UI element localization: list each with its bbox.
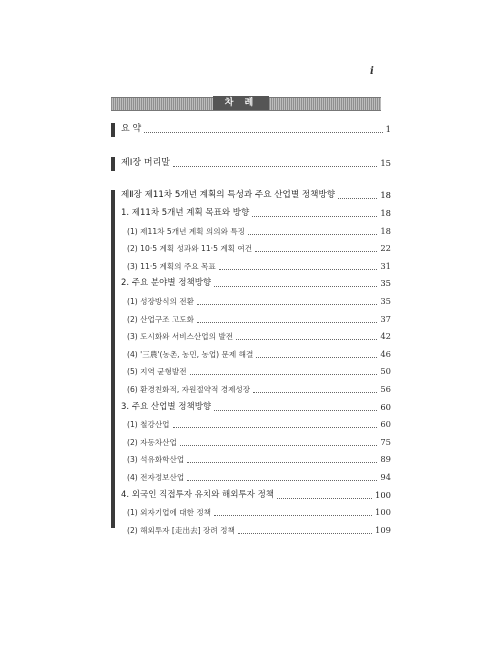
toc-entry-label: (2) 10·5 계획 성과와 11·5 계획 여건 [127, 244, 253, 254]
toc-entry-subsection[interactable] [127, 366, 391, 377]
toc-entry-label: (2) 해외투자 [走出去] 장려 정책 [127, 525, 235, 535]
toc-entry-label: (1) 제11차 5개년 계획 의의와 특징 [127, 226, 246, 236]
leader-dots [277, 490, 372, 499]
toc-entry-page: 42 [380, 331, 391, 342]
toc-entry-section[interactable] [121, 402, 391, 413]
toc-entry-chapter2[interactable] [121, 190, 391, 201]
toc-entry-subsection[interactable] [127, 454, 391, 465]
toc-entry-label: (5) 지역 균형발전 [127, 367, 187, 377]
toc-entry-label: 제Ⅰ장 머리말 [121, 158, 170, 168]
toc-entry-page: 75 [380, 436, 391, 447]
leader-dots [197, 314, 377, 323]
toc-entry-subsection[interactable] [127, 525, 391, 536]
leader-dots [338, 190, 377, 199]
toc-entry-label: 3. 주요 산업별 정책방향 [121, 401, 212, 412]
toc-entry-page: 109 [375, 524, 391, 535]
toc-entry-page: 18 [380, 225, 391, 236]
toc-entry-page: 22 [380, 243, 391, 254]
toc-entry-label: (2) 자동차산업 [127, 437, 177, 447]
leader-dots [252, 208, 377, 217]
toc-entry-page: 89 [380, 454, 391, 465]
toc-entry-subsection[interactable] [127, 296, 391, 307]
toc-entry-summary[interactable] [121, 124, 391, 135]
toc-entry-subsection[interactable] [127, 331, 391, 342]
toc-entry-page: 94 [380, 472, 391, 482]
leader-dots [238, 525, 372, 534]
toc-entry-label: 1. 제11차 5개년 계획 목표와 방향 [121, 208, 250, 218]
toc-entry-page: 1 [385, 124, 391, 134]
leader-dots [219, 261, 378, 270]
toc-entry-label: 2. 주요 분야별 정책방향 [121, 278, 212, 289]
toc-entry-page: 35 [380, 296, 391, 306]
leader-dots [144, 124, 382, 133]
toc-entry-subsection[interactable] [127, 226, 391, 237]
toc-section-chapter2 [111, 190, 391, 535]
toc-entry-section[interactable] [121, 490, 391, 501]
toc-entry-subsection[interactable] [127, 349, 391, 360]
toc-entry-page: 100 [375, 507, 391, 518]
toc-section-chapter1 [111, 157, 391, 171]
toc-entry-label: (3) 석유화학산업 [127, 455, 185, 465]
toc-entry-page: 100 [375, 489, 391, 500]
toc-entry-page: 46 [380, 348, 391, 359]
leader-dots [173, 158, 377, 167]
leader-dots [256, 349, 377, 358]
toc-entry-label: (1) 외자기업에 대한 정책 [127, 508, 212, 518]
leader-dots [236, 331, 377, 340]
toc-entry-label: (3) 도시화와 서비스산업의 발전 [127, 332, 234, 342]
toc-entry-page: 18 [380, 190, 391, 200]
toc-entry-page: 31 [380, 260, 391, 271]
leader-dots [248, 226, 377, 235]
toc-entry-page: 56 [380, 384, 391, 394]
leader-dots [190, 366, 378, 375]
toc-entry-page: 60 [380, 401, 391, 412]
leader-dots [187, 454, 377, 463]
leader-dots [187, 472, 377, 481]
toc-entry-label: (4) 전자정보산업 [127, 473, 185, 482]
toc-entry-label: (3) 11·5 계획의 주요 목표 [127, 261, 216, 271]
leader-dots [173, 419, 378, 428]
toc-entry-subsection[interactable] [127, 384, 391, 395]
toc-entry-label: (1) 성장방식의 전환 [127, 297, 194, 306]
toc-entry-subsection[interactable] [127, 419, 391, 430]
leader-dots [214, 507, 372, 516]
toc-entry-subsection[interactable] [127, 437, 391, 448]
leader-dots [214, 278, 377, 287]
leader-dots [180, 437, 377, 446]
toc-entry-page: 18 [380, 208, 391, 218]
toc-entry-subsection[interactable] [127, 243, 391, 254]
toc-entry-label: 요 약 [121, 124, 142, 134]
page-number: i [370, 66, 374, 77]
toc-section-summary [111, 123, 391, 137]
toc-entry-chapter1[interactable] [121, 158, 391, 169]
toc-entry-page: 60 [380, 419, 391, 430]
toc-entry-subsection[interactable] [127, 507, 391, 518]
toc-entry-subsection[interactable] [127, 261, 391, 272]
toc-entry-page: 15 [380, 158, 391, 168]
leader-dots [214, 402, 377, 411]
toc-entry-label: (6) 환경친화적, 자원절약적 경제성장 [127, 385, 251, 394]
leader-dots [255, 243, 377, 252]
toc-entry-label: 제Ⅱ장 제11차 5개년 계획의 특성과 주요 산업별 정책방향 [121, 190, 336, 200]
toc-entry-subsection[interactable] [127, 314, 391, 325]
contents-title: 차 례 [213, 96, 269, 110]
leader-dots [197, 296, 377, 305]
toc-entry-label: 4. 외국인 직접투자 유치와 해외투자 정책 [121, 489, 274, 500]
toc-entry-section[interactable] [121, 208, 391, 219]
toc-entry-page: 37 [380, 313, 391, 324]
toc-entry-label: (4) '三農'(농촌, 농민, 농업) 문제 해결 [127, 349, 254, 359]
toc-entry-label: (2) 산업구조 고도화 [127, 314, 194, 324]
toc-entry-section[interactable] [121, 278, 391, 289]
toc-entry-subsection[interactable] [127, 472, 391, 483]
toc-entry-page: 50 [380, 366, 391, 377]
toc-entry-label: (1) 철강산업 [127, 420, 170, 430]
leader-dots [253, 384, 377, 393]
toc-entry-page: 35 [380, 278, 391, 289]
